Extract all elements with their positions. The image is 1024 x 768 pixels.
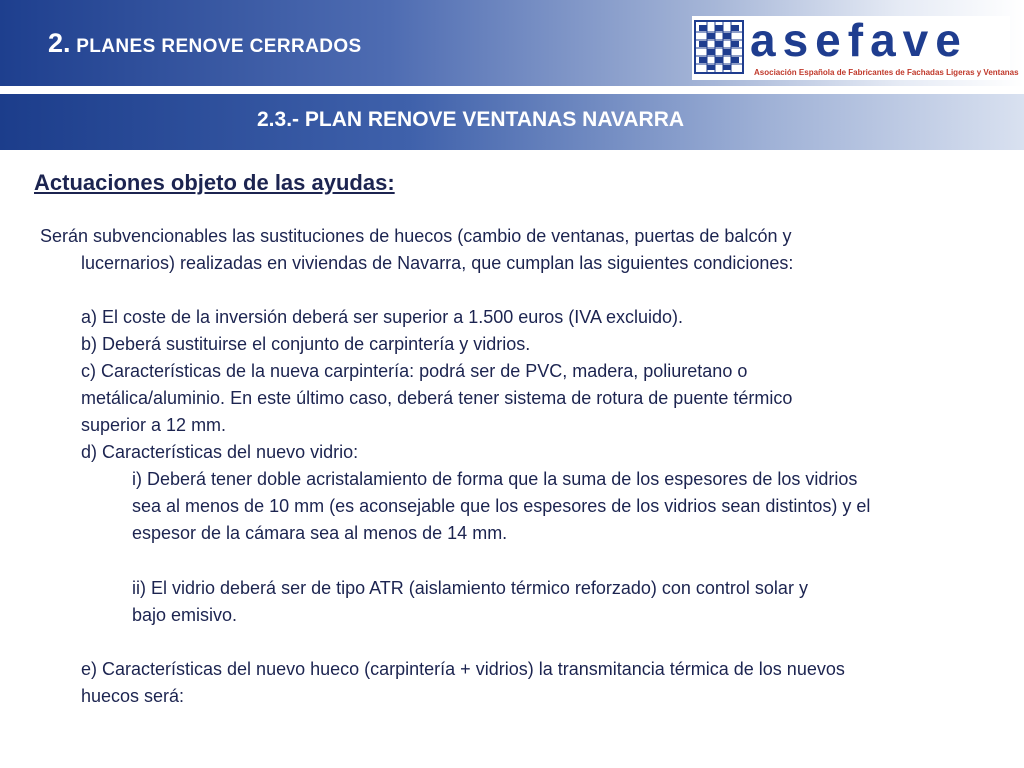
body-line: huecos será: [81,686,185,706]
section-number: 2. [48,28,71,58]
content-heading: Actuaciones objeto de las ayudas: [34,170,395,195]
body-line: c) Características de la nueva carpintería: podrá ser de PVC, madera, poliuretano o [81,361,748,381]
body-line: ii) El vidrio deberá ser de tipo ATR (aislamiento térmico reforzado) con control solar y [132,578,808,598]
body-line: superior a 12 mm. [81,415,227,435]
body-line: e) Características del nuevo hueco (carpintería + vidrios) la transmitancia térmica de los nuevos [81,659,845,679]
body-line: i) Deberá tener doble acristalamiento de forma que la suma de los espesores de los vidrios [132,469,858,489]
section-label: PLANES RENOVE CERRADOS [76,36,362,57]
body-line: lucernarios) realizadas en viviendas de Navarra, que cumplan las siguientes condiciones: [81,253,794,273]
logo-tagline: Asociación Española de Fabricantes de Fachadas Ligeras y Ventanas [754,68,1019,77]
subtitle: 2.3.- PLAN RENOVE VENTANAS NAVARRA [257,108,685,131]
body-line: sea al menos de 10 mm (es aconsejable que los espesores de los vidrios sean distintos) y el [132,496,871,516]
body-line: d) Características del nuevo vidrio: [81,442,359,462]
logo-wordmark: asefave [750,14,968,66]
body-line: Serán subvencionables las sustituciones de huecos (cambio de ventanas, puertas de balcón y [40,226,792,246]
body-line: a) El coste de la inversión deberá ser superior a 1.500 euros (IVA excluido). [81,307,683,327]
body-line: b) Deberá sustituirse el conjunto de carpintería y vidrios. [81,334,531,354]
body-line: bajo emisivo. [132,605,238,625]
body-line: metálica/aluminio. En este último caso, deberá tener sistema de rotura de puente térmico [81,388,793,408]
body-line: espesor de la cámara sea al menos de 14 mm. [132,523,508,543]
